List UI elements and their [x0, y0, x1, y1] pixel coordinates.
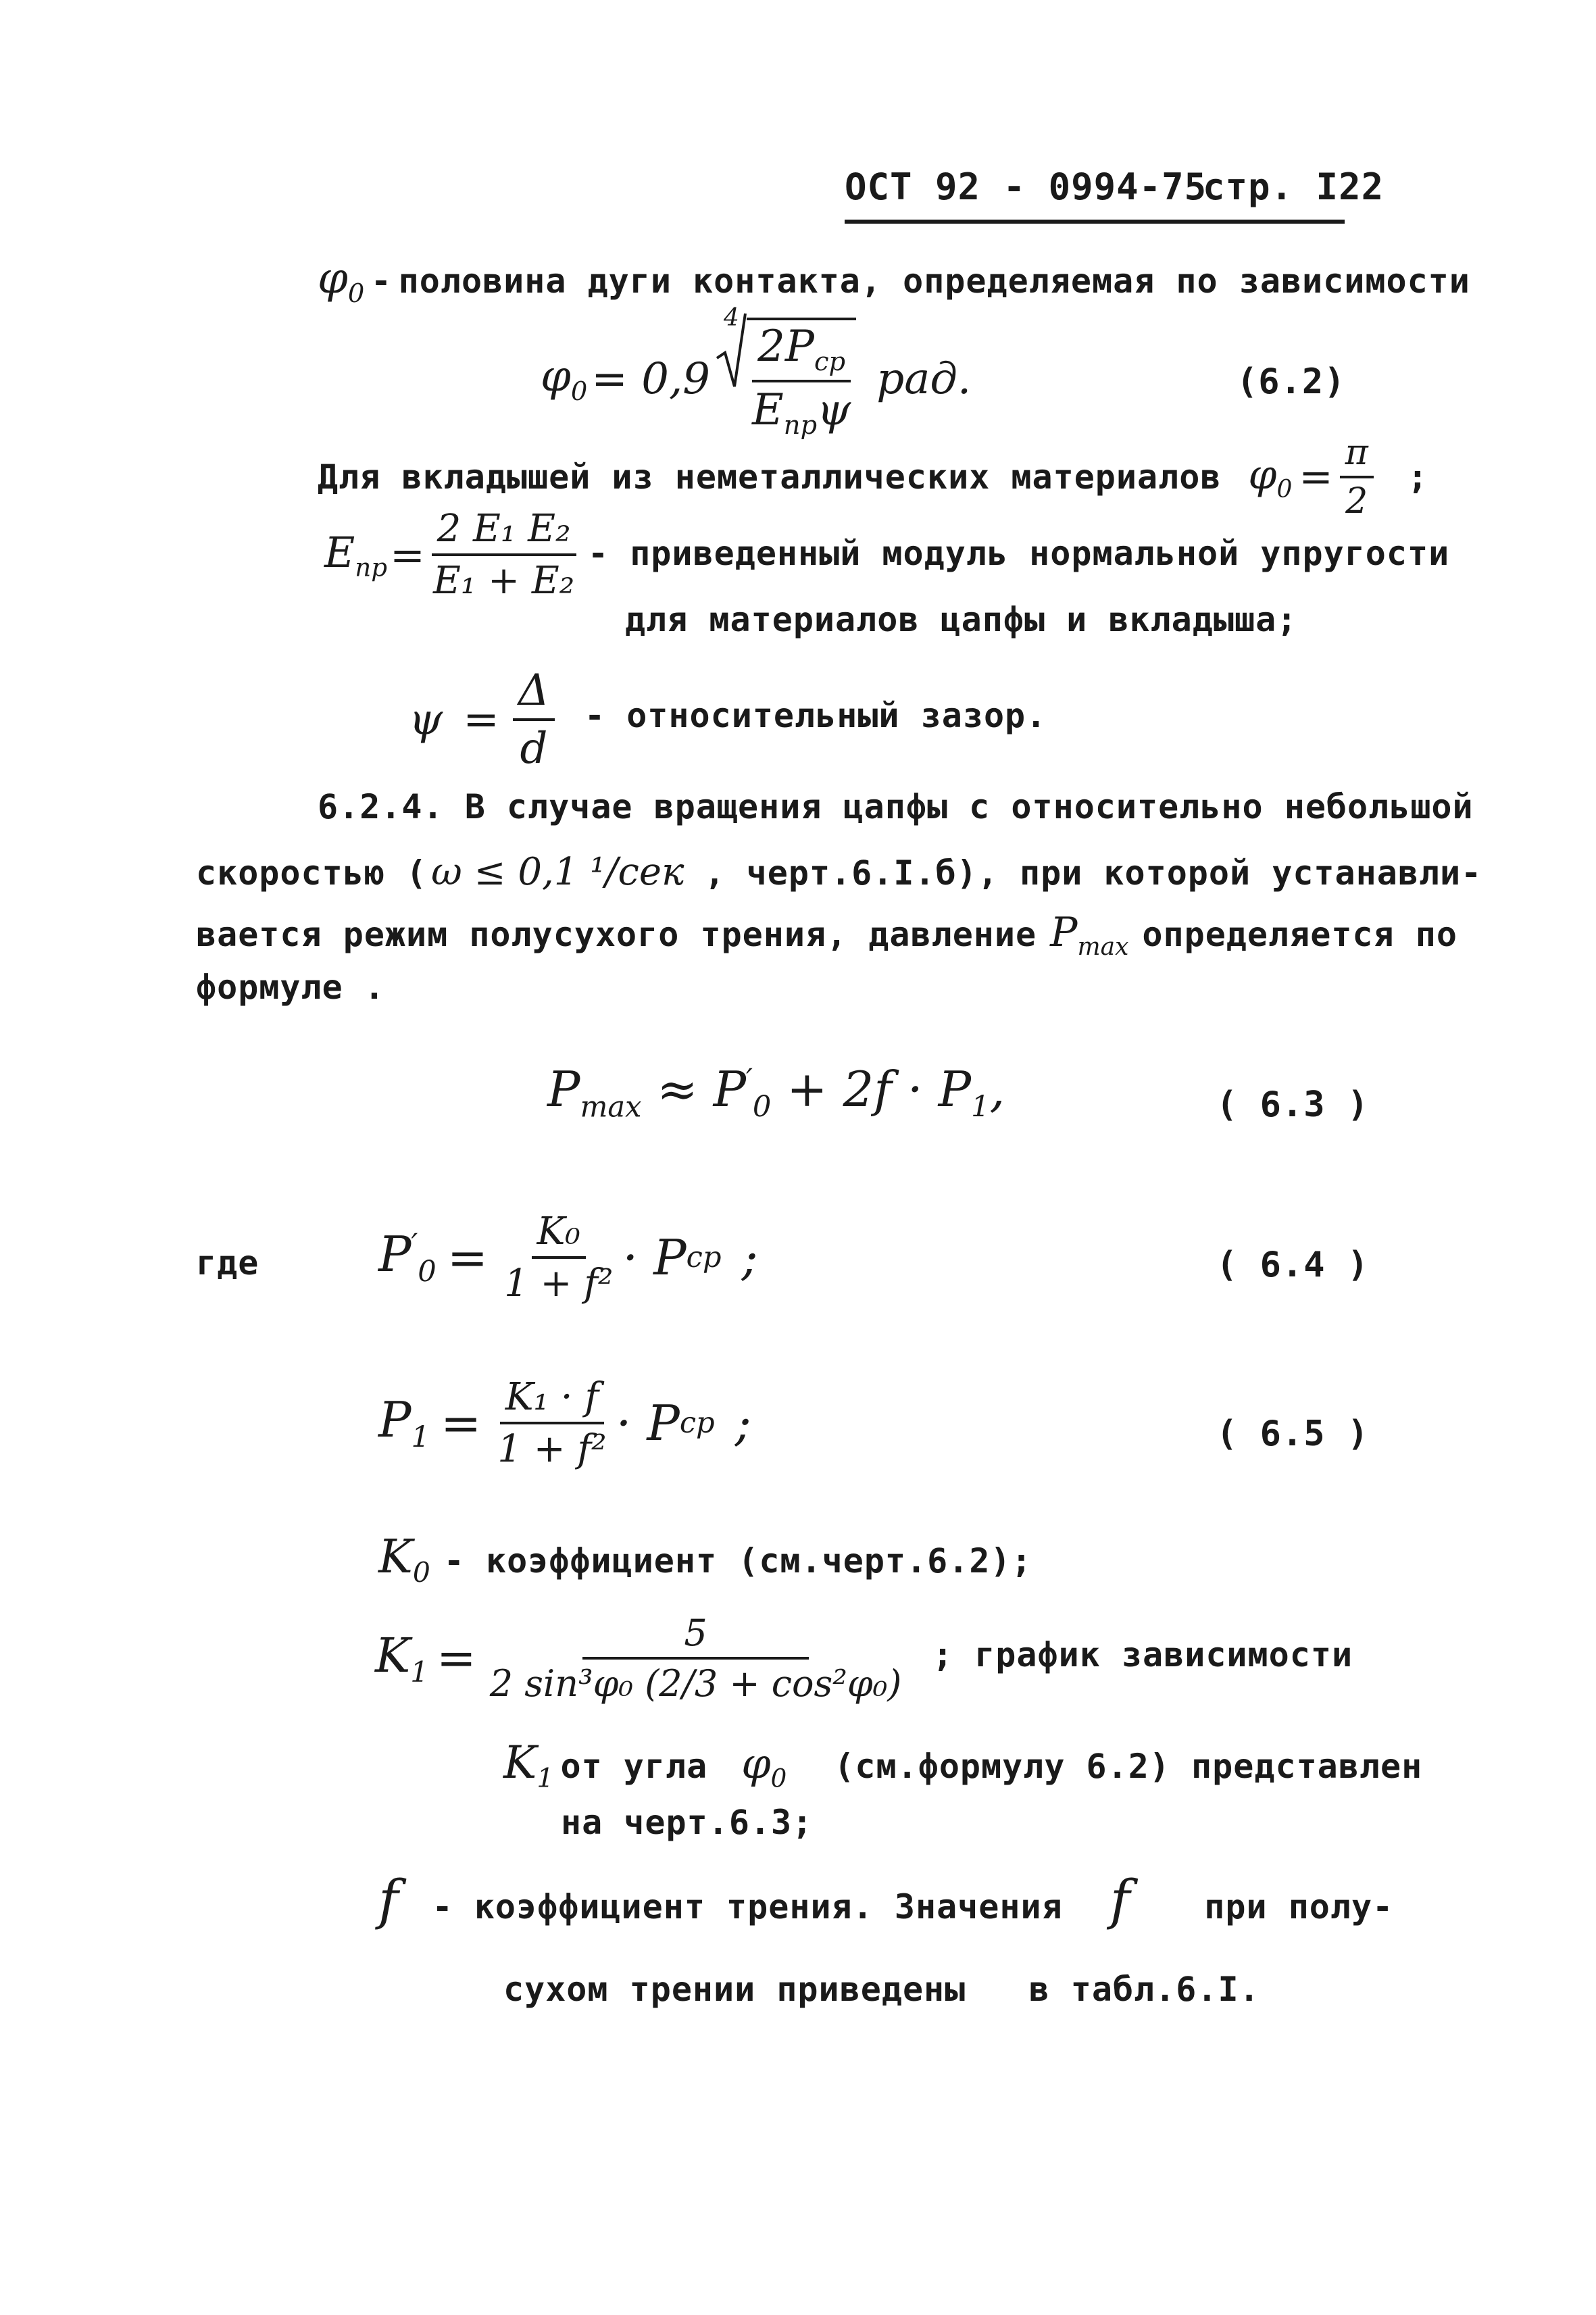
- psi-symbol: ψ: [409, 695, 443, 745]
- formula-6-2-lhs: $\varphi_0$: [541, 351, 588, 407]
- equation-number-6-2: (6.2): [1237, 362, 1346, 402]
- k1-text1: ; график зависимости: [932, 1635, 1353, 1674]
- formula-6-4: $P'_0$ = $\frac{\text{K₀}}{\text{1 + f²}}$ · P ср ;: [378, 1210, 758, 1305]
- formula-6-5: $P_1$ = $\frac{\text{K₁ · f}}{\text{1 + f²}}$ · P ср ;: [378, 1375, 751, 1471]
- fourth-root: [714, 304, 856, 441]
- psi-text: - относительный зазор.: [584, 696, 1047, 735]
- epr-formula: $E_{пр}$ = $\frac{\text{2 E₁ E₂}}{\text{E₁ + E₂}}$: [324, 507, 580, 603]
- formula-6-2-coef: = 0,9: [591, 353, 710, 404]
- equation-number-6-4: ( 6.4 ): [1216, 1245, 1370, 1285]
- nonmetal-text: Для вкладышей из неметаллических материалов: [318, 457, 1222, 497]
- k1-symbol-inline: $K_1$: [503, 1737, 554, 1795]
- equation-number-6-3: ( 6.3 ): [1216, 1085, 1370, 1125]
- k1-line2: $K_1$ от угла $\varphi_0$ (см.формулу 6.2) представлен: [503, 1737, 1423, 1795]
- epr-text-line2: для материалов цапфы и вкладыша;: [625, 600, 1298, 639]
- equation-number-6-5: ( 6.5 ): [1216, 1414, 1370, 1454]
- formula-6-5-fraction: $\frac{\text{K₁ · f}}{\text{1 + f²}}$: [497, 1375, 607, 1471]
- f-definition-line2: сухом трении приведены в табл.6.I.: [503, 1970, 1260, 2009]
- epr-text-line1: - приведенный модуль нормальной упругости: [588, 534, 1450, 573]
- nonmetal-phi-expr: $\varphi_0$ = $\frac{\pi}{2}$: [1248, 432, 1373, 522]
- doc-code: ОСТ 92 - 0994-75: [845, 166, 1207, 208]
- header-underline: [845, 220, 1345, 224]
- semicolon: ;: [1407, 457, 1428, 497]
- formula-6-2: [541, 304, 972, 441]
- para-624-line4: формуле .: [196, 968, 385, 1007]
- f-definition-line: f - коэффициент трения. Значения f при полу-: [378, 1868, 1394, 1931]
- para-624-line3: вается режим полусухого трения, давление $P_{max}$ определяется по: [196, 909, 1457, 961]
- where-label: где: [196, 1243, 259, 1283]
- k1-formula: $K_1$ = $\frac{5}{\text{2 sin³φ₀ (2/3 + cos²φ₀)}}$: [375, 1612, 907, 1705]
- phi0-definition-line: [318, 253, 1470, 309]
- phi0-inline: $\varphi_0$: [741, 1739, 787, 1793]
- para-624-line2: скоростью ( ω ≤ 0,1 ¹/сек , черт.6.I.б), при которой устанавли-: [196, 850, 1482, 894]
- radical-sign-icon: [714, 311, 747, 392]
- k0-line: $K_0$ - коэффициент (см.черт.6.2);: [378, 1530, 1032, 1589]
- k1-line3: на черт.6.3;: [561, 1803, 814, 1842]
- phi0-symbol: $\varphi_0$: [318, 253, 365, 309]
- f-symbol: f: [378, 1868, 399, 1931]
- pi-over-2: $\frac{\pi}{2}$: [1340, 432, 1374, 522]
- root-fraction: [747, 318, 856, 441]
- epr-fraction: [428, 507, 580, 603]
- formula-6-3: $P_{max} \approx P'_0 + 2f \cdot P_1$,: [547, 1061, 1005, 1124]
- psi-formula: ψ = $\frac{\Delta}{d}$: [409, 666, 555, 774]
- unit-rad: рад.: [876, 353, 972, 404]
- root-index: 4: [724, 304, 739, 332]
- epr-denominator: E₁ + E₂: [432, 559, 575, 603]
- dash: -: [370, 262, 392, 301]
- root-numerator: $2P_{ср}$: [752, 322, 851, 382]
- phi0-text: половина дуги контакта, определяемая по зависимости: [398, 262, 1470, 301]
- omega-condition: ω ≤ 0,1 ¹/сек: [431, 850, 684, 894]
- k1-fraction: $\frac{5}{\text{2 sin³φ₀ (2/3 + cos²φ₀)}}$: [489, 1612, 902, 1705]
- para-624-line1: 6.2.4. В случае вращения цапфы с относительно небольшой: [318, 787, 1474, 826]
- k0-symbol: $K_0$: [378, 1530, 430, 1589]
- root-denominator: $E_{пр}\psi$: [752, 384, 851, 441]
- pmax-symbol: $P_{max}$: [1050, 909, 1129, 961]
- page-number: стр. I22: [1203, 166, 1385, 208]
- epr-numerator: 2 E₁ E₂: [432, 507, 576, 556]
- formula-6-4-fraction: $\frac{\text{K₀}}{\text{1 + f²}}$: [504, 1210, 614, 1305]
- epr-lhs: $E_{пр}$: [324, 527, 388, 582]
- psi-fraction: $\frac{\Delta}{d}$: [513, 666, 555, 774]
- f-symbol-2: f: [1109, 1868, 1130, 1931]
